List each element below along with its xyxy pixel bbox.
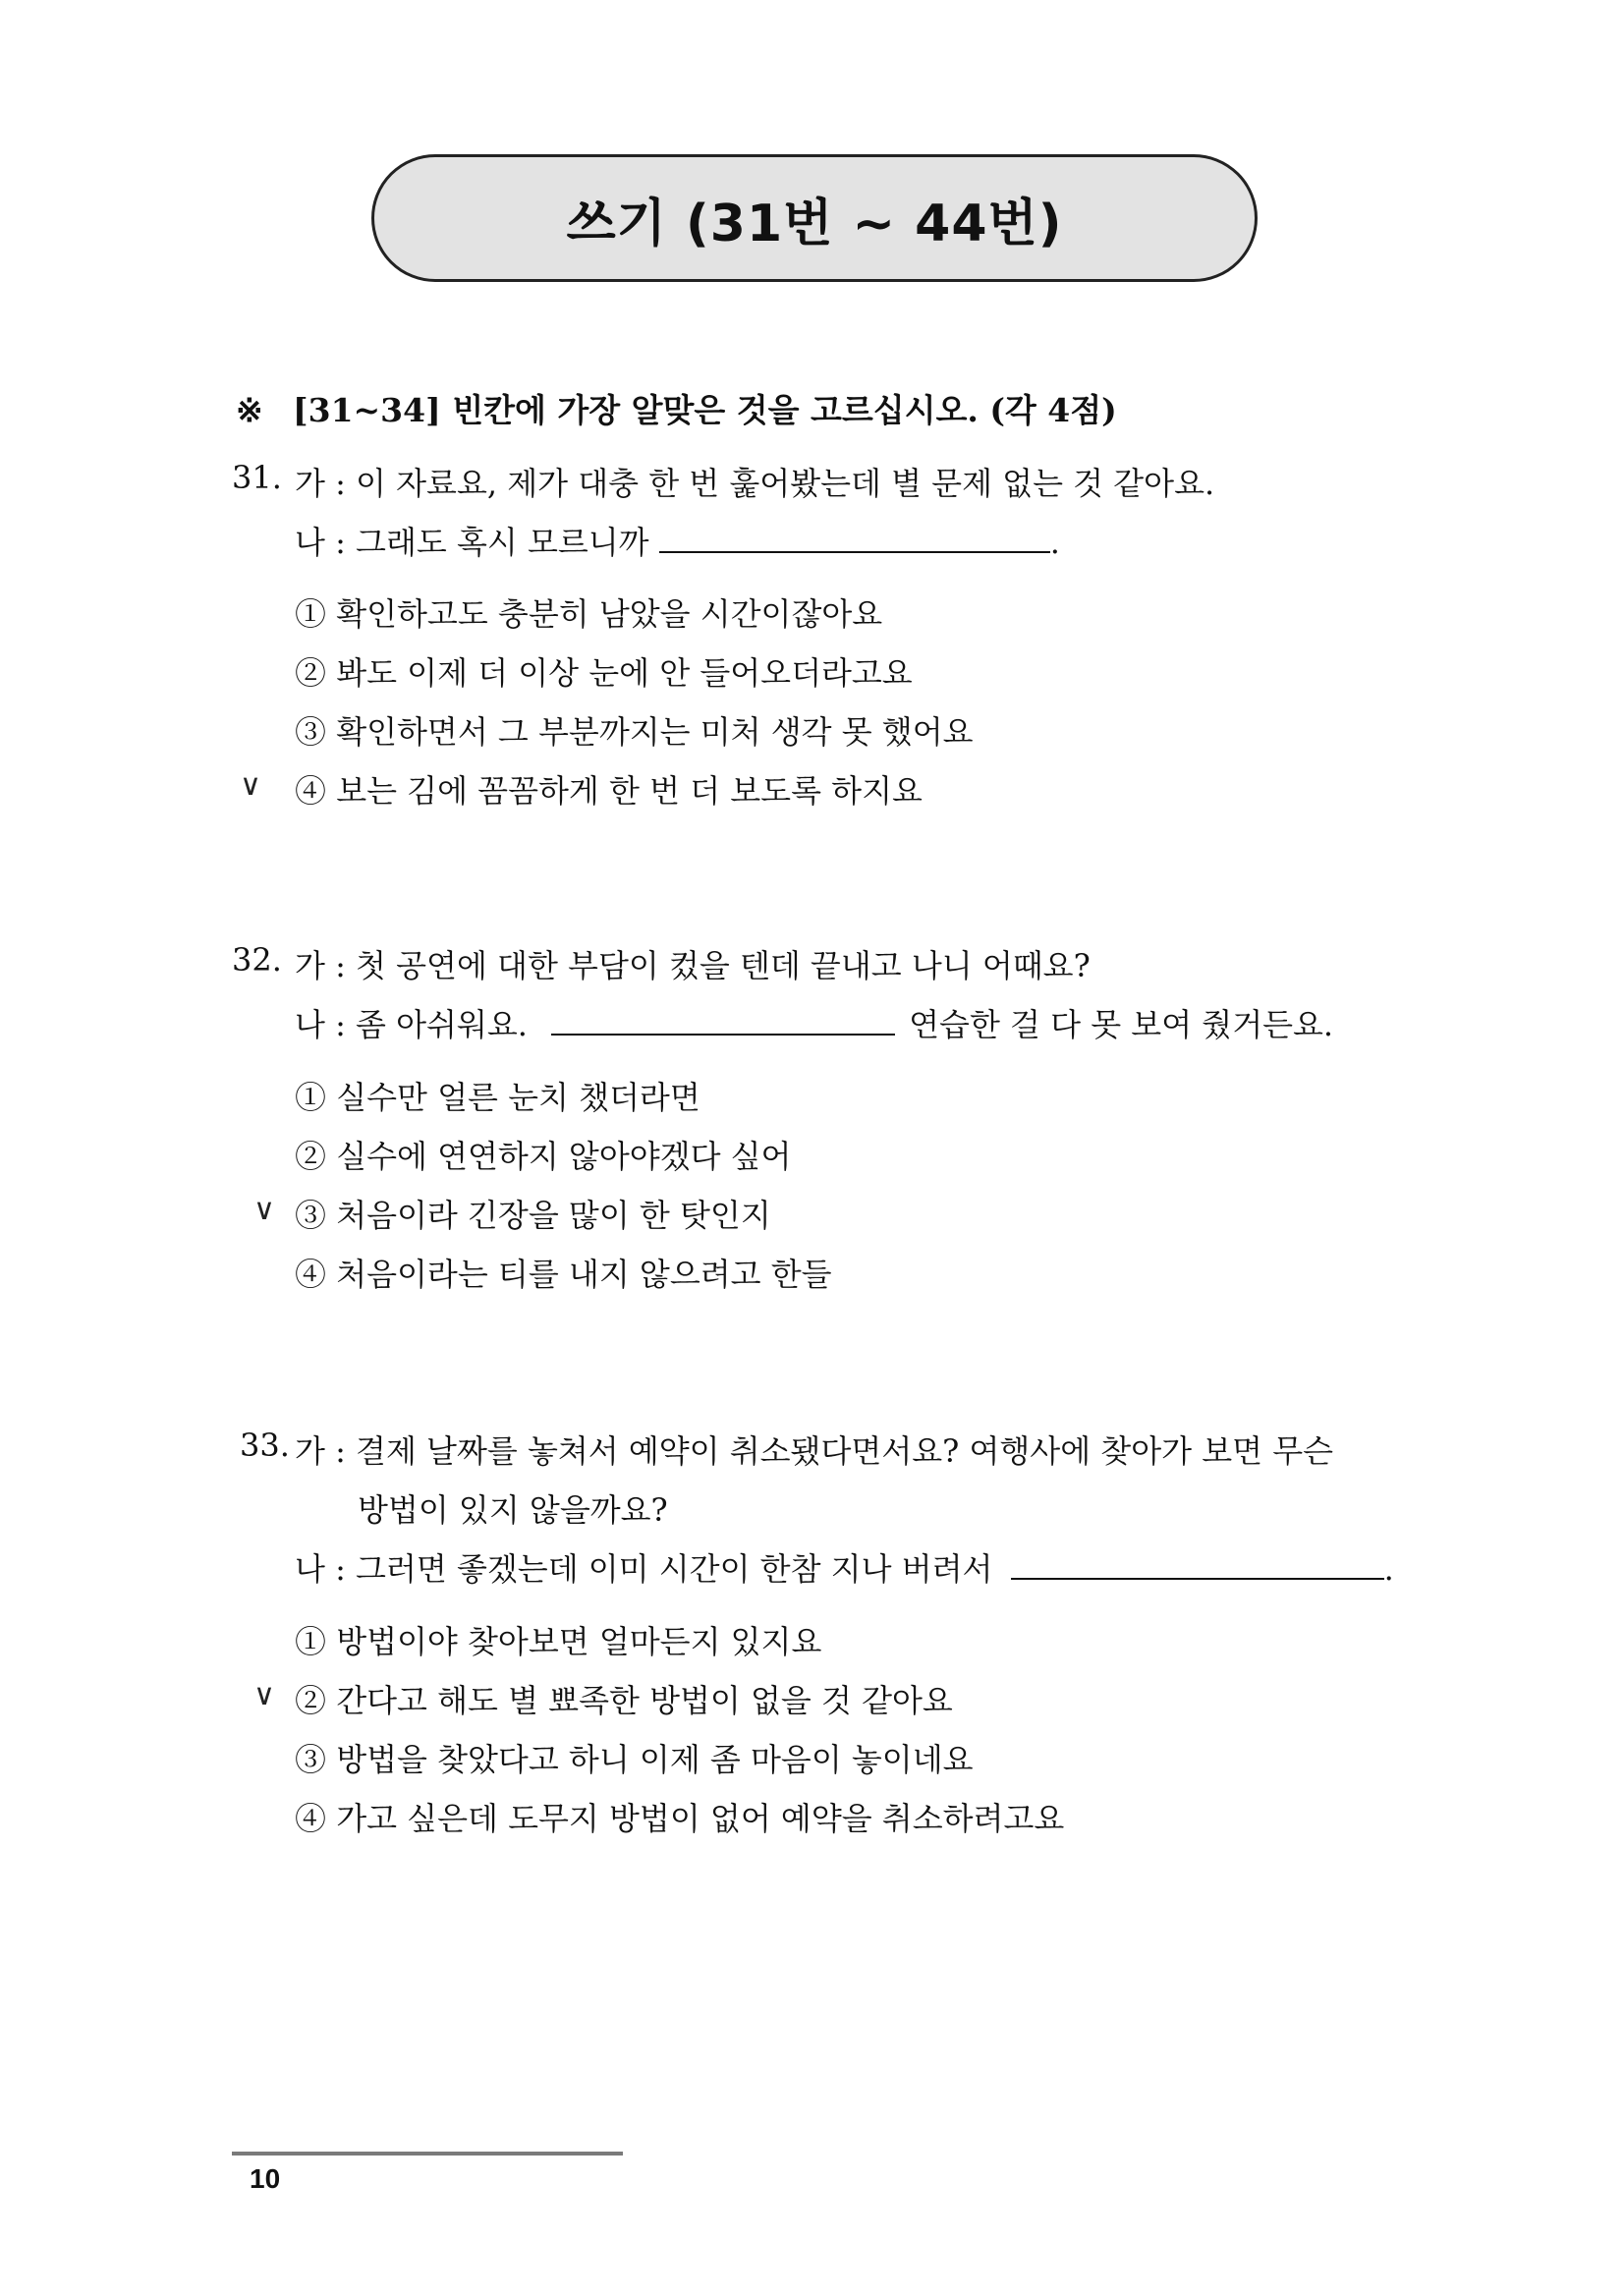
option-text: 방법이야 찾아보면 얼마든지 있지요 <box>336 1623 822 1660</box>
option-1[interactable] <box>295 589 882 635</box>
answer-blank[interactable] <box>551 1008 895 1036</box>
question-number: 32. <box>232 941 282 979</box>
option-text: 봐도 이제 더 이상 눈에 안 들어오더라고요 <box>336 654 913 692</box>
speaker-label: 나 : <box>295 1550 346 1588</box>
option-marker: ② <box>295 1138 327 1175</box>
dialogue-after-blank: . <box>1049 524 1060 561</box>
option-marker: ③ <box>295 1741 327 1778</box>
option-2[interactable] <box>295 648 913 694</box>
dialogue-text: 첫 공연에 대한 부담이 컸을 텐데 끝내고 나니 어때요? <box>356 947 1091 984</box>
dialogue-text: 방법이 있지 않을까요? <box>358 1491 668 1529</box>
check-mark: ∨ <box>253 1678 275 1712</box>
option-text: 처음이라는 티를 내지 않으려고 한들 <box>336 1256 832 1293</box>
dialogue-after-blank: 연습한 걸 다 못 보여 줬거든요. <box>909 1006 1334 1043</box>
dialogue-text: 결제 날짜를 놓쳐서 예약이 취소됐다면서요? 여행사에 찾아가 보면 무슨 <box>356 1432 1334 1470</box>
instruction <box>236 385 1117 431</box>
option-2[interactable] <box>295 1132 791 1177</box>
question-number: 33. <box>240 1427 290 1464</box>
option-4[interactable] <box>295 766 923 812</box>
option-text: 가고 싶은데 도무지 방법이 없어 예약을 취소하려고요 <box>336 1800 1065 1837</box>
dialogue-line-a-continued <box>358 1485 668 1531</box>
option-marker: ③ <box>295 713 327 751</box>
option-marker: ① <box>295 595 327 633</box>
option-marker: ④ <box>295 1800 327 1837</box>
option-marker: ① <box>295 1623 327 1660</box>
option-4[interactable] <box>295 1794 1064 1839</box>
speaker-label: 가 : <box>295 947 346 984</box>
section-title: 쓰기 (31번 ~ 44번) <box>566 194 1063 253</box>
answer-blank[interactable] <box>659 526 1050 553</box>
dialogue-text: 그러면 좋겠는데 이미 시간이 한참 지나 버려서 <box>356 1550 993 1588</box>
option-1[interactable] <box>295 1617 821 1662</box>
dialogue-text: 좀 아쉬워요. <box>356 1006 528 1043</box>
reference-mark: ※ <box>236 391 263 429</box>
dialogue-text: 이 자료요, 제가 대충 한 번 훑어봤는데 별 문제 없는 것 같아요. <box>356 465 1215 502</box>
option-marker: ② <box>295 654 327 692</box>
check-mark: ∨ <box>240 768 261 803</box>
option-3[interactable] <box>295 1191 771 1236</box>
option-2[interactable] <box>295 1676 953 1721</box>
option-text: 처음이라 긴장을 많이 한 탓인지 <box>336 1197 771 1234</box>
speaker-label: 가 : <box>295 1432 346 1470</box>
footer-rule <box>232 2152 623 2156</box>
page-number: 10 <box>250 2163 281 2194</box>
dialogue-text: 그래도 혹시 모르니까 <box>356 524 649 561</box>
dialogue-line-b <box>295 1000 1333 1045</box>
dialogue-line-a <box>295 1427 1333 1472</box>
speaker-label: 가 : <box>295 465 346 502</box>
dialogue-line-a <box>295 459 1214 504</box>
option-text: 실수만 얼른 눈치 챘더라면 <box>336 1079 700 1116</box>
speaker-label: 나 : <box>295 524 346 561</box>
option-text: 확인하면서 그 부분까지는 미처 생각 못 했어요 <box>336 713 974 751</box>
instruction-text: [31~34] 빈칸에 가장 알맞은 것을 고르십시오. (각 4점) <box>293 391 1117 429</box>
speaker-label: 나 : <box>295 1006 346 1043</box>
option-text: 방법을 찾았다고 하니 이제 좀 마음이 놓이네요 <box>336 1741 974 1778</box>
dialogue-line-b <box>295 518 1060 563</box>
answer-blank[interactable] <box>1011 1552 1384 1580</box>
option-text: 보는 김에 꼼꼼하게 한 번 더 보도록 하지요 <box>336 772 923 810</box>
option-1[interactable] <box>295 1073 700 1118</box>
dialogue-after-blank: . <box>1383 1550 1394 1588</box>
option-marker: ① <box>295 1079 327 1116</box>
option-marker: ② <box>295 1682 327 1719</box>
dialogue-line-b <box>295 1544 1394 1590</box>
option-text: 실수에 연연하지 않아야겠다 싶어 <box>336 1138 792 1175</box>
option-marker: ④ <box>295 772 327 810</box>
option-marker: ④ <box>295 1256 327 1293</box>
option-text: 간다고 해도 별 뾰족한 방법이 없을 것 같아요 <box>336 1682 953 1719</box>
option-3[interactable] <box>295 707 974 753</box>
check-mark: ∨ <box>253 1193 275 1227</box>
option-text: 확인하고도 충분히 남았을 시간이잖아요 <box>336 595 883 633</box>
option-marker: ③ <box>295 1197 327 1234</box>
section-title-box <box>371 154 1258 282</box>
dialogue-line-a <box>295 941 1091 986</box>
option-3[interactable] <box>295 1735 974 1780</box>
option-4[interactable] <box>295 1250 832 1295</box>
question-number: 31. <box>232 459 282 496</box>
